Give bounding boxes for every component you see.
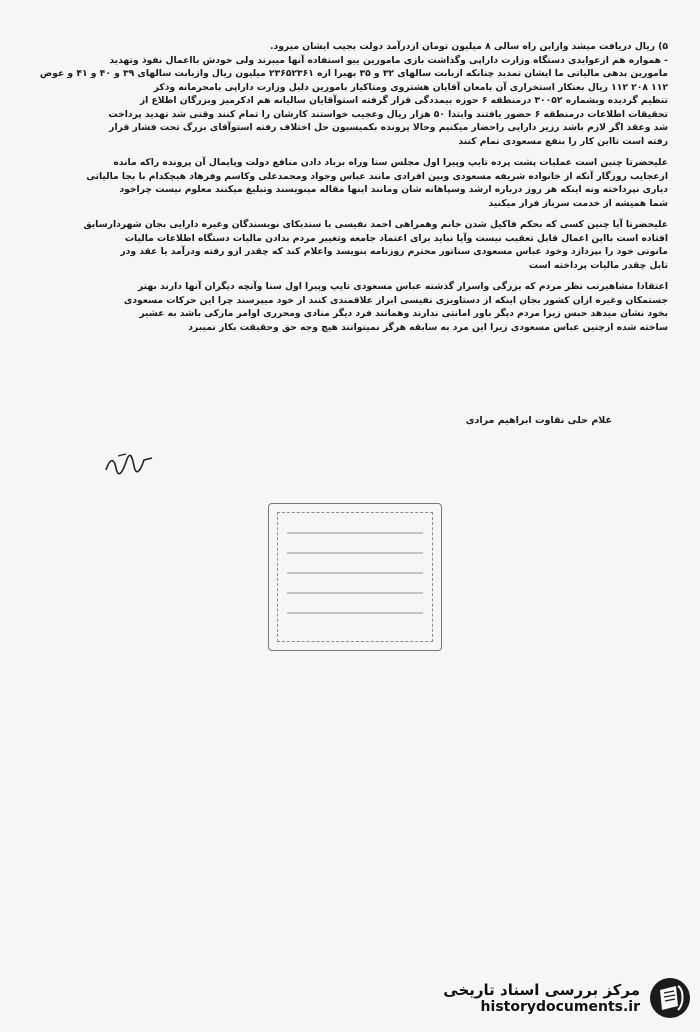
text-line: افتاده است بااین اعمال قابل تعقیب نیست وآیا نباید برای اعتماد جامعه وتغییر مردم بدادن مالیات دستگاه اطلاعات مالیات [124, 232, 668, 244]
text-line: مامورین بدهی مالیاتی ما ایشان تمدید چنانکه ازبابت سالهای ۳۲ و ۳۵ بهبرا ازه ۲۳۶۵۲۳۶۱ میلیون ریال وازبابت سالهای ۳۹ و ۴۰ و ۴۱ و عوض [40, 68, 668, 79]
text-line: تنظیم گردیده وبشماره ۳۰۰۵۲ درمنطقه ۶ حوزه بیمددگی قرار گرفته استوآقایان سالیانه هم ادکرمیز وبزرگان اطلاع از [139, 95, 668, 106]
paragraph-4 [40, 280, 668, 334]
watermark-title: مرکز بررسی اسناد تاریخی [443, 981, 640, 999]
text-line: اعتقادا مشاهیرتب نظر مردم که بزرگی واسرار گذشته عباس مسعودی تایپ وپیرا اول سنا وآنچه دیگران آنها دارند بهتر [137, 281, 668, 292]
handwritten-signature [100, 448, 160, 478]
document-signoff: غلام حلی نقاوت ابراهیم مرادی [465, 415, 612, 426]
document-body [40, 40, 668, 342]
stamp-text-trace [287, 552, 423, 554]
text-line: دیاری نپرداخته ونه اینکه هر روز درباره ارشد وسپاهانه شان ومانند اینها مقاله مینویسند وتبلیغ میکنند معلوم نیست چراخود [119, 184, 668, 195]
text-line: علیحضرتا چنین است عملیات پشت پرده تایپ وپیرا اول مجلس سنا وراه برباد دادن منافع دولت وپایمال آن پرونده راکه مانده [113, 157, 668, 168]
text-line: مانونی خود را بپردازد وخود عباس مسعودی سناتور محترم روزنامه بنویسد واعلام کند که چقدر ازو رفته ودرآمد یا عقد ودر [120, 246, 668, 257]
text-line: رفته است تااین کار را بنفع مسعودی تمام کنند [458, 135, 668, 147]
text-line: تحقیقات اطلاعات درمنطقه ۶ حضور یافتند وابتدا ۵۰ هزار ریال وعجیب خواستند کارشان را تمام کنند وقتی شد تهدید پرداخت [108, 108, 668, 120]
text-line: بخود نشان میدهد حبس زیرا مردم دیگر باور امانتی ندارند وهمانند فرد دیگر منادی ومحرری اوامر مارکی باشد به عشیر [139, 308, 668, 319]
paragraph-1 [40, 40, 668, 148]
paragraph-3 [40, 218, 668, 272]
watermark-text [443, 981, 640, 1015]
paragraph-2 [40, 156, 668, 210]
text-line: جستمکان وغیره ازان کشور بجان اینکه از دستاویزی نفیسی ابراز علاقمندی کنند از خود میپرسند چرا این حرکات مسعودی [123, 294, 668, 306]
stamp-text-trace [287, 572, 423, 574]
text-line: علیحضرتا آیا چنین کسی که بحکم فاکیل شدن خانم وهمراهی احمد نفیسی با سندیکای نویسندگان وغیره دارایی بجان شهردارسابق [83, 219, 668, 230]
text-line: ۱۱۲ ۲۰۸ ۱۱۲ ریال بعنکار استخراری آن بامعان آقایان هشتروی ومتاکیار بامورین دلیل وزارت داراپی بامحرمانه وذکر [153, 81, 668, 93]
watermark-url: historydocuments.ir [480, 999, 640, 1015]
text-line: شد وعقد اگر لازم باشد رزیر دارایی راحضار میکنیم وحالا پرونده بکمیسیون حل اختلاف رفته استوآقای بزرگ تحت فشار قرار [109, 122, 668, 133]
text-line: ساخته شده ازچنین عباس مسعودی زیرا این مرد به سابقه هرگز نمیتوانند هیچ وجه حق وحقیقت بکار نمیبرد [188, 321, 668, 333]
stamp-text-trace [287, 532, 423, 534]
text-line: ازعجایب روزگار آنکه از خانواده شریفه مسعودی وبین افرادی مانند عباس وجواد ومحمدعلی وکاسم وفرهاد هیچکدام با بجا مالیاتی [86, 170, 668, 182]
stamp-text-trace [287, 592, 423, 594]
text-line: تابل چقدر مالیات پرداخته است [528, 259, 668, 271]
stamp-text-trace [287, 612, 423, 614]
text-line: - همواره هم ازعوایدی دستگاه وزارت داراپی وگذاشت بازی مامورین ییو استفاده آنها میبرند ولی خودش بااعمال نفوذ وتهدید [109, 54, 668, 66]
text-line: ۵) ریال دریافت میشد وازاین راه سالی ۸ میلیون تومان ازدرآمد دولت بجیب ایشان میرود. [270, 41, 668, 52]
watermark-logo [407, 972, 692, 1024]
official-stamp [268, 503, 442, 651]
text-line: شما همیشه از خدمت سرباز فرار میکنید [488, 197, 668, 209]
archive-logo-icon [648, 976, 692, 1020]
